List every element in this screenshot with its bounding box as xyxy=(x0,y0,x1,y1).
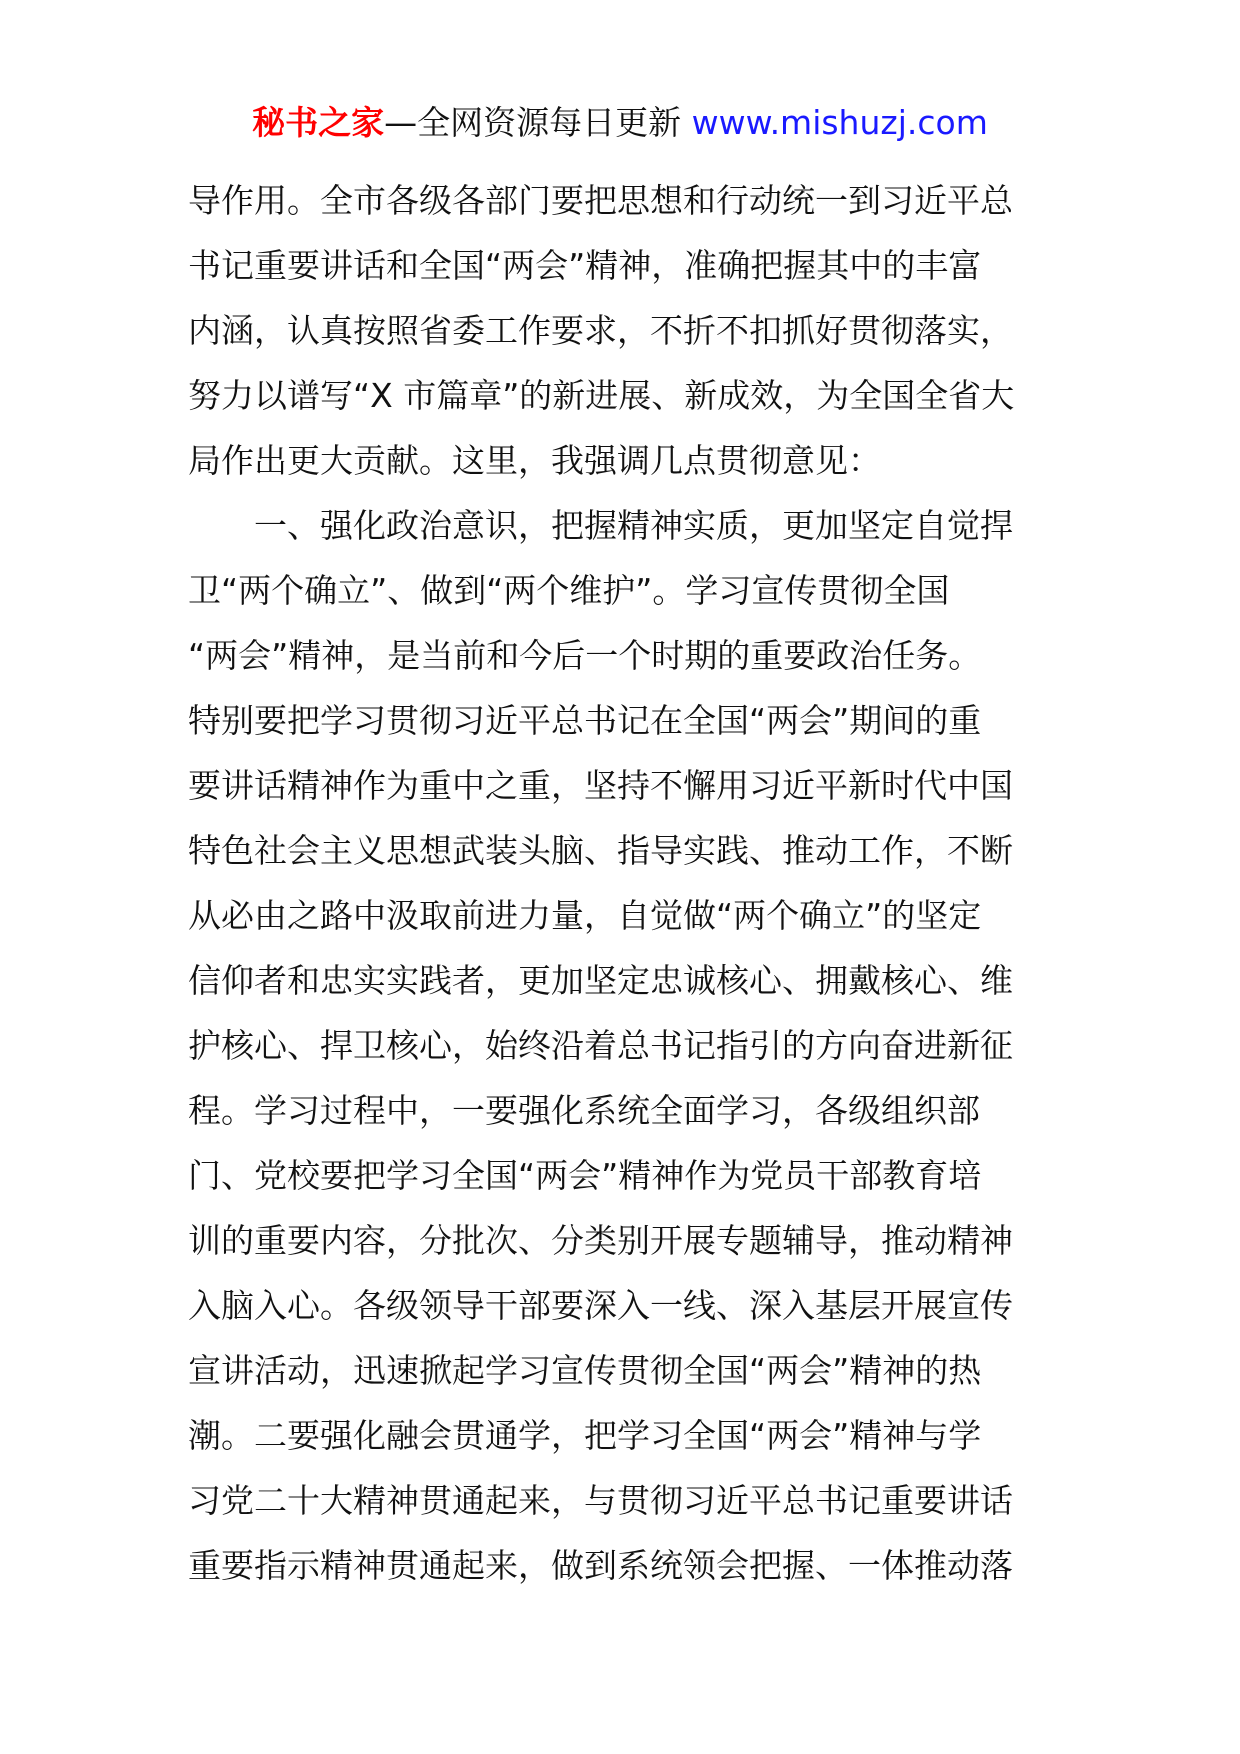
site-header xyxy=(0,100,1240,146)
text-line: 从必由之路中汲取前进力量，自觉做“两个确立”的坚定 xyxy=(188,896,982,935)
text-line: 宣讲活动，迅速掀起学习宣传贯彻全国“两会”精神的热 xyxy=(188,1351,982,1390)
text-line: 门、党校要把学习全国“两会”精神作为党员干部教育培 xyxy=(188,1156,982,1195)
text-line: 导作用。全市各级各部门要把思想和行动统一到习近平总 xyxy=(188,181,1013,220)
text-line: 要讲话精神作为重中之重，坚持不懈用习近平新时代中国 xyxy=(188,766,1013,805)
text-line: 局作出更大贡献。这里，我强调几点贯彻意见： xyxy=(188,441,881,480)
section-heading-line: 一、强化政治意识，把握精神实质，更加坚定自觉捍 xyxy=(254,506,1013,545)
header-url-link[interactable]: www.mishuzj.com xyxy=(691,103,988,142)
text-line: 内涵，认真按照省委工作要求，不折不扣抓好贯彻落实， xyxy=(188,311,1013,350)
text-line: 训的重要内容，分批次、分类别开展专题辅导，推动精神 xyxy=(188,1221,1013,1260)
text-line: 信仰者和忠实实践者，更加坚定忠诚核心、拥戴核心、维 xyxy=(188,961,1013,1000)
text-line: 书记重要讲话和全国“两会”精神，准确把握其中的丰富 xyxy=(188,246,982,285)
text-line: 特色社会主义思想武装头脑、指导实践、推动工作，不断 xyxy=(188,831,1013,870)
text-line: “两会”精神，是当前和今后一个时期的重要政治任务。 xyxy=(188,636,982,675)
text-line: 重要指示精神贯通起来，做到系统领会把握、一体推动落 xyxy=(188,1546,1013,1585)
text-line: 入脑入心。各级领导干部要深入一线、深入基层开展宣传 xyxy=(188,1286,1013,1325)
text-line: 潮。二要强化融会贯通学，把学习全国“两会”精神与学 xyxy=(188,1416,982,1455)
text-line: 习党二十大精神贯通起来，与贯彻习近平总书记重要讲话 xyxy=(188,1481,1013,1520)
text-line: 特别要把学习贯彻习近平总书记在全国“两会”期间的重 xyxy=(188,701,982,740)
text-line: 卫“两个确立”、做到“两个维护”。学习宣传贯彻全国 xyxy=(188,571,950,610)
brand-name: 秘书之家 xyxy=(252,103,385,142)
text-line: 护核心、捍卫核心，始终沿着总书记指引的方向奋进新征 xyxy=(188,1026,1013,1065)
text-line: 程。学习过程中，一要强化系统全面学习，各级组织部 xyxy=(188,1091,980,1130)
document-body xyxy=(188,168,1068,1598)
text-line: 努力以谱写“X 市篇章”的新进展、新成效，为全国全省大 xyxy=(188,376,1015,415)
header-tagline: —全网资源每日更新 xyxy=(384,103,692,142)
